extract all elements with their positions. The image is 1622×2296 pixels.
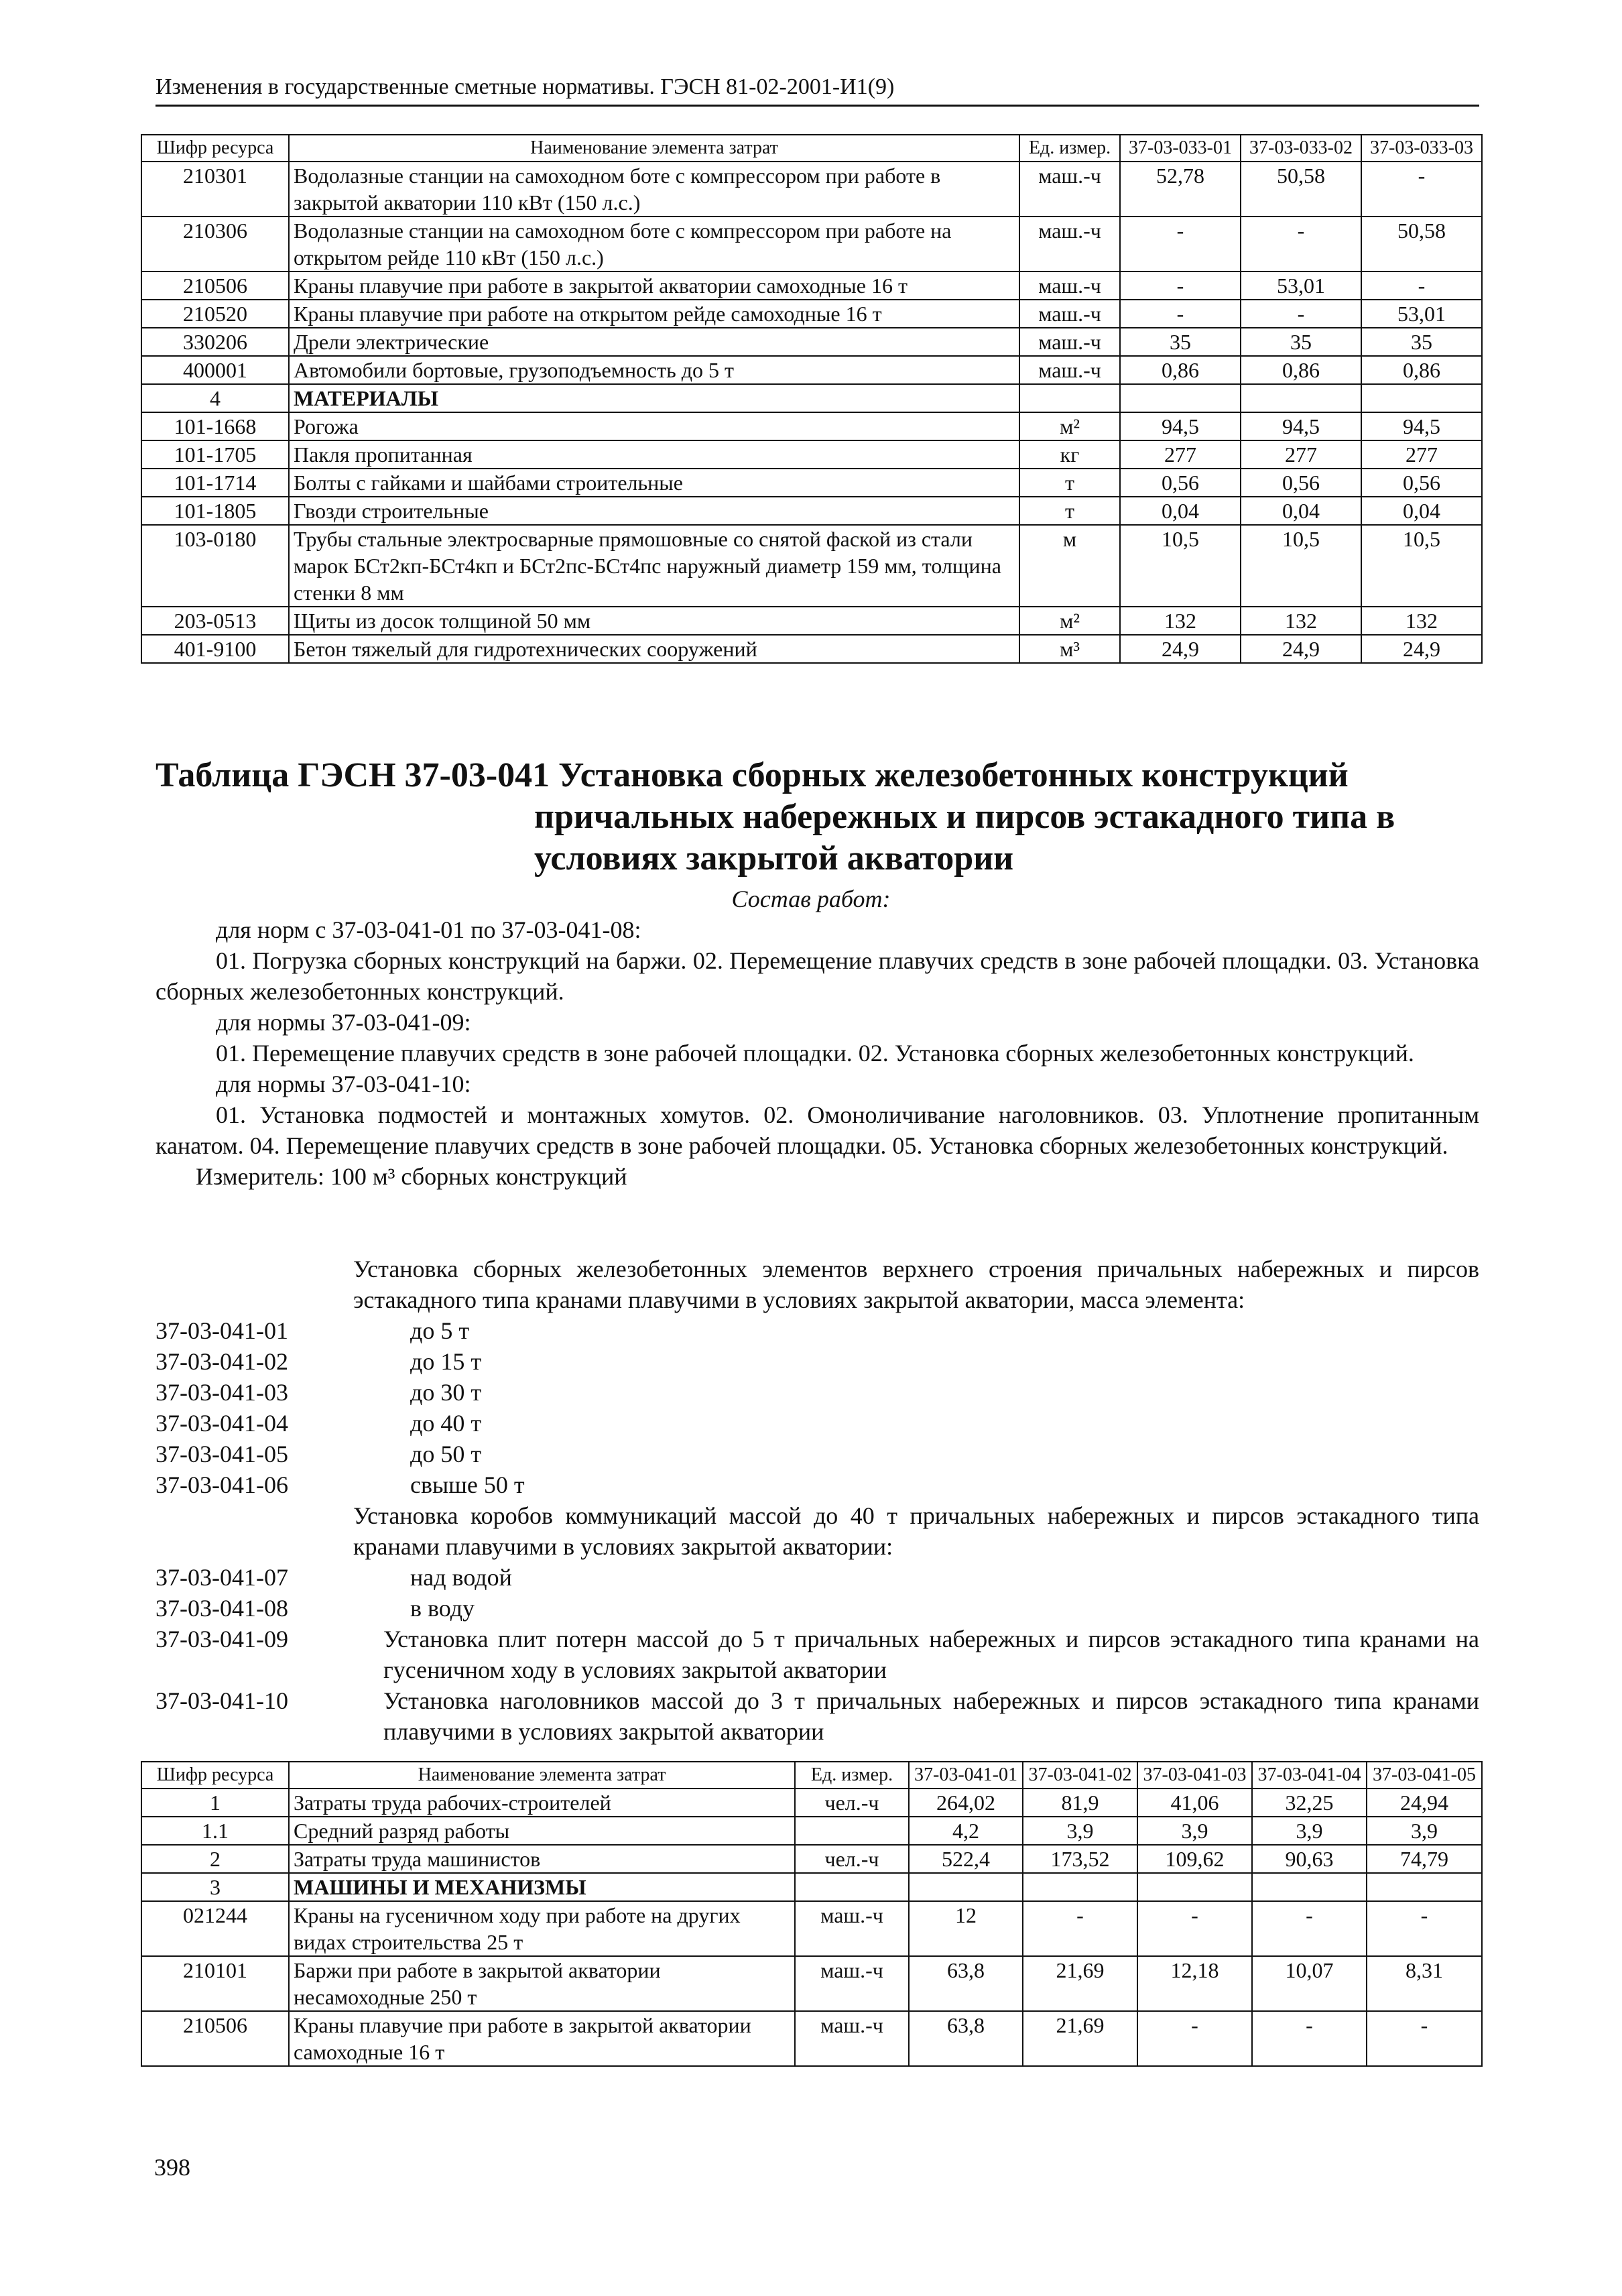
cell-unit: чел.-ч — [795, 1789, 909, 1817]
table-title-line1: Таблица ГЭСН 37-03-041 Установка сборных железобетонных конструкций — [155, 756, 1349, 794]
table-row — [141, 1873, 1482, 1901]
header-unit: Ед. измер. — [795, 1762, 909, 1789]
cell-name: Краны на гусеничном ходу при работе на других видах строительства 25 т — [289, 1901, 795, 1956]
header-unit: Ед. измер. — [1019, 135, 1120, 162]
cell-value-1: 0,86 — [1120, 356, 1241, 384]
resource-table-033 — [141, 134, 1483, 664]
norm-09-code: 37-03-041-09 — [155, 1626, 288, 1652]
norm-09 — [155, 1624, 1479, 1685]
norm-text: свыше 50 т — [410, 1471, 525, 1498]
cell-code: 330206 — [141, 328, 289, 356]
cell-value-2: - — [1241, 217, 1361, 271]
cell-value-1: 24,9 — [1120, 635, 1241, 663]
cell-unit — [795, 1873, 909, 1901]
header-col1: 37-03-041-01 — [909, 1762, 1023, 1789]
cell-name: МАТЕРИАЛЫ — [289, 384, 1019, 412]
norm-code: 37-03-041-04 — [155, 1410, 288, 1437]
cell-name: Болты с гайками и шайбами строительные — [289, 469, 1019, 497]
norm-text: в воду — [410, 1595, 475, 1622]
cell-value-2: 10,5 — [1241, 525, 1361, 607]
header-code: Шифр ресурса — [141, 1762, 289, 1789]
norm-code: 37-03-041-06 — [155, 1471, 288, 1498]
cell-unit: маш.-ч — [1019, 271, 1120, 300]
norm-10-code: 37-03-041-10 — [155, 1687, 288, 1714]
cell-value-4: 32,25 — [1252, 1789, 1367, 1817]
norm-text: до 40 т — [410, 1410, 482, 1437]
cell-value-1 — [909, 1873, 1023, 1901]
cell-value-3: 94,5 — [1361, 412, 1482, 440]
cell-code: 101-1705 — [141, 440, 289, 469]
norm-text: до 50 т — [410, 1441, 482, 1467]
cell-value-2: 0,86 — [1241, 356, 1361, 384]
table-row — [141, 1789, 1482, 1817]
cell-code: 401-9100 — [141, 635, 289, 663]
cell-code: 400001 — [141, 356, 289, 384]
cell-name: Водолазные станции на самоходном боте с компрессором при работе на открытом рейде 110 кВт (150 л.с.) — [289, 217, 1019, 271]
cell-value-3: 41,06 — [1137, 1789, 1252, 1817]
table-row — [141, 440, 1482, 469]
table-row — [141, 1956, 1482, 2011]
cell-value-1: - — [1120, 217, 1241, 271]
table-row — [141, 497, 1482, 525]
cell-value-1: 277 — [1120, 440, 1241, 469]
cell-value-3: 0,56 — [1361, 469, 1482, 497]
header-col3: 37-03-033-03 — [1361, 135, 1482, 162]
cell-code: 3 — [141, 1873, 289, 1901]
cell-unit: м² — [1019, 607, 1120, 635]
norm-item — [155, 1439, 1479, 1469]
cell-unit: маш.-ч — [1019, 328, 1120, 356]
table-row — [141, 469, 1482, 497]
composition-p4: 01. Перемещение плавучих средств в зоне рабочей площадки. 02. Установка сборных железобетонных конструкций. — [216, 1040, 1414, 1067]
header-col4: 37-03-041-04 — [1252, 1762, 1367, 1789]
group2-text: Установка коробов коммуникаций массой до 40 т причальных набережных и пирсов эстакадного типа кранами плавучими в условиях закрытой акватории: — [353, 1502, 1479, 1560]
cell-unit: маш.-ч — [1019, 300, 1120, 328]
cell-value-5: 74,79 — [1367, 1845, 1482, 1873]
cell-code: 203-0513 — [141, 607, 289, 635]
table-row — [141, 1901, 1482, 1956]
cell-name: Краны плавучие при работе в закрытой акватории самоходные 16 т — [289, 271, 1019, 300]
cell-code: 2 — [141, 1845, 289, 1873]
table-row — [141, 635, 1482, 663]
cell-value-2: 0,04 — [1241, 497, 1361, 525]
cell-value-3: 53,01 — [1361, 300, 1482, 328]
cell-name: Затраты труда машинистов — [289, 1845, 795, 1873]
cell-name: Водолазные станции на самоходном боте с компрессором при работе в закрытой акватории 110 кВт (150 л.с.) — [289, 162, 1019, 217]
cell-value-3: - — [1361, 271, 1482, 300]
norm-item — [155, 1562, 1479, 1593]
cell-value-3 — [1361, 384, 1482, 412]
cell-value-1: 63,8 — [909, 2011, 1023, 2066]
cell-value-2: 53,01 — [1241, 271, 1361, 300]
resource-table-041 — [141, 1761, 1483, 2067]
composition-text — [155, 914, 1479, 1192]
norms-list — [155, 1254, 1479, 1747]
cell-unit: маш.-ч — [1019, 217, 1120, 271]
cell-value-1: 94,5 — [1120, 412, 1241, 440]
cell-value-1: 63,8 — [909, 1956, 1023, 2011]
cell-unit: чел.-ч — [795, 1845, 909, 1873]
cell-unit: маш.-ч — [795, 2011, 909, 2066]
cell-value-3: 3,9 — [1137, 1817, 1252, 1845]
cell-name: Автомобили бортовые, грузоподъемность до 5 т — [289, 356, 1019, 384]
cell-name: Пакля пропитанная — [289, 440, 1019, 469]
norm-code: 37-03-041-07 — [155, 1564, 288, 1591]
norm-item — [155, 1408, 1479, 1439]
cell-unit: т — [1019, 469, 1120, 497]
cell-value-2: 94,5 — [1241, 412, 1361, 440]
cell-value-5 — [1367, 1873, 1482, 1901]
cell-unit: т — [1019, 497, 1120, 525]
cell-unit: м — [1019, 525, 1120, 607]
composition-p6: 01. Установка подмостей и монтажных хомутов. 02. Омоноличивание наголовников. 03. Уплотнение пропитанным канатом. 04. Перемещение плавучих средств в зоне рабочей площадки. 05. Установка сборных железобетонных конструкций. — [155, 1101, 1479, 1159]
cell-code: 1.1 — [141, 1817, 289, 1845]
norm-text: над водой — [410, 1564, 512, 1591]
table-row — [141, 525, 1482, 607]
cell-value-2: 81,9 — [1023, 1789, 1137, 1817]
cell-value-3: 10,5 — [1361, 525, 1482, 607]
norm-code: 37-03-041-02 — [155, 1348, 288, 1375]
cell-value-2 — [1023, 1873, 1137, 1901]
header-col3: 37-03-041-03 — [1137, 1762, 1252, 1789]
cell-value-2: 0,56 — [1241, 469, 1361, 497]
cell-value-3: 109,62 — [1137, 1845, 1252, 1873]
table-title-line3: условиях закрытой акватории — [534, 839, 1014, 878]
group1-text: Установка сборных железобетонных элементов верхнего строения причальных набережных и пирсов эстакадного типа кранами плавучими в условиях закрытой акватории, масса элемента: — [353, 1256, 1479, 1313]
table-row — [141, 384, 1482, 412]
header-name: Наименование элемента затрат — [289, 1762, 795, 1789]
cell-code: 210301 — [141, 162, 289, 217]
composition-p1: для норм с 37-03-041-01 по 37-03-041-08: — [216, 916, 641, 943]
cell-unit: маш.-ч — [795, 1901, 909, 1956]
cell-value-4: - — [1252, 1901, 1367, 1956]
table-row — [141, 328, 1482, 356]
table-header-row — [141, 135, 1482, 162]
norm-item — [155, 1593, 1479, 1624]
cell-name: Бетон тяжелый для гидротехнических сооружений — [289, 635, 1019, 663]
cell-value-3: 12,18 — [1137, 1956, 1252, 2011]
cell-value-1: - — [1120, 300, 1241, 328]
cell-unit: маш.-ч — [1019, 162, 1120, 217]
table-row — [141, 1845, 1482, 1873]
meter-line: Измеритель: 100 м³ сборных конструкций — [196, 1163, 627, 1190]
cell-value-3 — [1137, 1873, 1252, 1901]
cell-value-5: - — [1367, 2011, 1482, 2066]
cell-name: Средний разряд работы — [289, 1817, 795, 1845]
composition-p3: для нормы 37-03-041-09: — [216, 1009, 471, 1036]
cell-value-2: - — [1241, 300, 1361, 328]
cell-unit — [795, 1817, 909, 1845]
cell-value-1: 10,5 — [1120, 525, 1241, 607]
norm-item — [155, 1469, 1479, 1500]
cell-code: 101-1668 — [141, 412, 289, 440]
cell-value-5: 24,94 — [1367, 1789, 1482, 1817]
cell-value-4: 3,9 — [1252, 1817, 1367, 1845]
cell-value-1: 0,56 — [1120, 469, 1241, 497]
cell-value-1: 132 — [1120, 607, 1241, 635]
cell-value-1: 12 — [909, 1901, 1023, 1956]
page-header: Изменения в государственные сметные нормативы. ГЭСН 81-02-2001-И1(9) — [155, 72, 1479, 107]
table-row — [141, 607, 1482, 635]
cell-code: 210506 — [141, 2011, 289, 2066]
norm-item — [155, 1346, 1479, 1377]
cell-value-3: 24,9 — [1361, 635, 1482, 663]
cell-value-2: 21,69 — [1023, 1956, 1137, 2011]
norm-code: 37-03-041-08 — [155, 1595, 288, 1622]
table-row — [141, 217, 1482, 271]
cell-value-3: - — [1137, 1901, 1252, 1956]
cell-code: 210101 — [141, 1956, 289, 2011]
cell-value-1: 522,4 — [909, 1845, 1023, 1873]
cell-value-3: 132 — [1361, 607, 1482, 635]
table2-header-row — [141, 1762, 1482, 1789]
cell-value-3: 35 — [1361, 328, 1482, 356]
norm-item — [155, 1315, 1479, 1346]
cell-code: 101-1805 — [141, 497, 289, 525]
table-row — [141, 162, 1482, 217]
cell-value-3: - — [1361, 162, 1482, 217]
norm-text: до 30 т — [410, 1379, 482, 1406]
cell-value-2: 132 — [1241, 607, 1361, 635]
cell-code: 101-1714 — [141, 469, 289, 497]
norm-text: до 5 т — [410, 1317, 470, 1344]
header-col5: 37-03-041-05 — [1367, 1762, 1482, 1789]
norm-code: 37-03-041-03 — [155, 1379, 288, 1406]
cell-value-1: 52,78 — [1120, 162, 1241, 217]
norm-item — [155, 1377, 1479, 1408]
header-name: Наименование элемента затрат — [289, 135, 1019, 162]
cell-code: 103-0180 — [141, 525, 289, 607]
cell-value-1 — [1120, 384, 1241, 412]
norm-10-text: Установка наголовников массой до 3 т причальных набережных и пирсов эстакадного типа кранами плавучими в условиях закрытой акватории — [383, 1687, 1479, 1745]
norm-text: до 15 т — [410, 1348, 482, 1375]
cell-value-2: 173,52 — [1023, 1845, 1137, 1873]
cell-name: Баржи при работе в закрытой акватории несамоходные 250 т — [289, 1956, 795, 2011]
cell-code: 021244 — [141, 1901, 289, 1956]
cell-value-3: 50,58 — [1361, 217, 1482, 271]
header-col1: 37-03-033-01 — [1120, 135, 1241, 162]
cell-value-2: 50,58 — [1241, 162, 1361, 217]
cell-name: Краны плавучие при работе в закрытой акватории самоходные 16 т — [289, 2011, 795, 2066]
cell-unit — [1019, 384, 1120, 412]
cell-value-2: 277 — [1241, 440, 1361, 469]
table-title — [155, 755, 1462, 880]
cell-value-2: 24,9 — [1241, 635, 1361, 663]
cell-unit: кг — [1019, 440, 1120, 469]
cell-unit: м² — [1019, 412, 1120, 440]
norm-code: 37-03-041-01 — [155, 1317, 288, 1344]
cell-value-3: 0,04 — [1361, 497, 1482, 525]
header-col2: 37-03-033-02 — [1241, 135, 1361, 162]
cell-value-5: 8,31 — [1367, 1956, 1482, 2011]
cell-value-1: 0,04 — [1120, 497, 1241, 525]
cell-value-1: 264,02 — [909, 1789, 1023, 1817]
cell-name: Дрели электрические — [289, 328, 1019, 356]
table-row — [141, 412, 1482, 440]
cell-value-2: 3,9 — [1023, 1817, 1137, 1845]
cell-value-2: 21,69 — [1023, 2011, 1137, 2066]
cell-value-5: - — [1367, 1901, 1482, 1956]
table-row — [141, 271, 1482, 300]
cell-value-4 — [1252, 1873, 1367, 1901]
table-row — [141, 2011, 1482, 2066]
cell-value-3: - — [1137, 2011, 1252, 2066]
header-code: Шифр ресурса — [141, 135, 289, 162]
cell-name: Краны плавучие при работе на открытом рейде самоходные 16 т — [289, 300, 1019, 328]
cell-value-2: - — [1023, 1901, 1137, 1956]
page-number: 398 — [154, 2154, 190, 2181]
cell-value-2: 35 — [1241, 328, 1361, 356]
header-col2: 37-03-041-02 — [1023, 1762, 1137, 1789]
cell-code: 210506 — [141, 271, 289, 300]
composition-p2: 01. Погрузка сборных конструкций на баржи. 02. Перемещение плавучих средств в зоне рабочей площадки. 03. Установка сборных железобетонных конструкций. — [155, 947, 1479, 1005]
composition-p5: для нормы 37-03-041-10: — [216, 1071, 471, 1097]
cell-value-1: 35 — [1120, 328, 1241, 356]
composition-label: Состав работ: — [731, 886, 891, 912]
cell-value-1: - — [1120, 271, 1241, 300]
cell-name: Щиты из досок толщиной 50 мм — [289, 607, 1019, 635]
cell-value-4: 90,63 — [1252, 1845, 1367, 1873]
cell-name: Рогожа — [289, 412, 1019, 440]
norm-code: 37-03-041-05 — [155, 1441, 288, 1467]
cell-unit: м³ — [1019, 635, 1120, 663]
cell-code: 4 — [141, 384, 289, 412]
cell-value-3: 0,86 — [1361, 356, 1482, 384]
cell-code: 210306 — [141, 217, 289, 271]
cell-name: МАШИНЫ И МЕХАНИЗМЫ — [289, 1873, 795, 1901]
cell-code: 1 — [141, 1789, 289, 1817]
cell-unit: маш.-ч — [795, 1956, 909, 2011]
cell-value-2 — [1241, 384, 1361, 412]
cell-value-3: 277 — [1361, 440, 1482, 469]
cell-name: Гвозди строительные — [289, 497, 1019, 525]
table-title-line2: причальных набережных и пирсов эстакадного типа в — [534, 798, 1395, 836]
table-row — [141, 300, 1482, 328]
table-row — [141, 1817, 1482, 1845]
cell-value-4: 10,07 — [1252, 1956, 1367, 2011]
cell-unit: маш.-ч — [1019, 356, 1120, 384]
norm-09-text: Установка плит потерн массой до 5 т причальных набережных и пирсов эстакадного типа кранами на гусеничном ходу в условиях закрытой акватории — [383, 1626, 1479, 1683]
cell-name: Затраты труда рабочих-строителей — [289, 1789, 795, 1817]
cell-name: Трубы стальные электросварные прямошовные со снятой фаской из стали марок БСт2кп-БСт4кп и БСт2пс-БСт4пс наружный диаметр 159 мм, толщина стенки 8 мм — [289, 525, 1019, 607]
cell-code: 210520 — [141, 300, 289, 328]
norm-10 — [155, 1685, 1479, 1747]
cell-value-5: 3,9 — [1367, 1817, 1482, 1845]
table-row — [141, 356, 1482, 384]
cell-value-1: 4,2 — [909, 1817, 1023, 1845]
cell-value-4: - — [1252, 2011, 1367, 2066]
